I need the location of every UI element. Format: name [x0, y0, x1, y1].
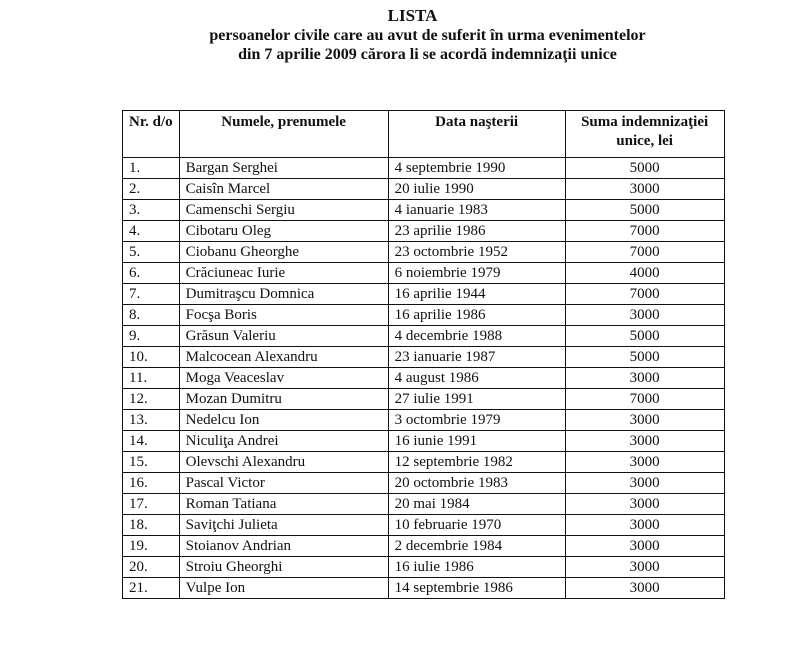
- document-header: [0, 6, 785, 64]
- row-birth-date: 12 septembrie 1982: [388, 452, 565, 473]
- row-name: Pascal Victor: [179, 473, 388, 494]
- document-subtitle-line1: persoanelor civile care au avut de suferit în urma evenimentelor: [209, 27, 646, 44]
- row-number: 3.: [123, 200, 180, 221]
- row-number: 14.: [123, 431, 180, 452]
- row-number: 20.: [123, 557, 180, 578]
- table-row: [123, 179, 725, 200]
- row-name: Malcocean Alexandru: [179, 347, 388, 368]
- table-body: [123, 158, 725, 599]
- row-name: Bargan Serghei: [179, 158, 388, 179]
- table-row: [123, 347, 725, 368]
- row-birth-date: 6 noiembrie 1979: [388, 263, 565, 284]
- header-birth-date: Data naşterii: [388, 111, 565, 158]
- row-birth-date: 23 ianuarie 1987: [388, 347, 565, 368]
- table-header-row: [123, 111, 725, 158]
- row-name: Camenschi Sergiu: [179, 200, 388, 221]
- row-name: Grăsun Valeriu: [179, 326, 388, 347]
- row-name: Roman Tatiana: [179, 494, 388, 515]
- table-row: [123, 326, 725, 347]
- row-name: Nedelcu Ion: [179, 410, 388, 431]
- document-subtitle-line2: din 7 aprilie 2009 cărora li se acordă indemnizaţii unice: [238, 46, 617, 63]
- row-birth-date: 16 iunie 1991: [388, 431, 565, 452]
- row-birth-date: 16 iulie 1986: [388, 557, 565, 578]
- row-sum: 7000: [565, 284, 724, 305]
- row-sum: 3000: [565, 305, 724, 326]
- row-name: Crăciuneac Iurie: [179, 263, 388, 284]
- row-sum: 3000: [565, 179, 724, 200]
- table-row: [123, 221, 725, 242]
- header-nr: Nr. d/o: [123, 111, 180, 158]
- table-row: [123, 494, 725, 515]
- row-sum: 7000: [565, 221, 724, 242]
- row-number: 16.: [123, 473, 180, 494]
- beneficiaries-table: [122, 110, 725, 599]
- row-name: Focşa Boris: [179, 305, 388, 326]
- row-name: Moga Veaceslav: [179, 368, 388, 389]
- row-birth-date: 2 decembrie 1984: [388, 536, 565, 557]
- table-row: [123, 284, 725, 305]
- row-number: 12.: [123, 389, 180, 410]
- row-number: 17.: [123, 494, 180, 515]
- table-row: [123, 305, 725, 326]
- row-number: 1.: [123, 158, 180, 179]
- row-number: 19.: [123, 536, 180, 557]
- row-birth-date: 4 august 1986: [388, 368, 565, 389]
- row-sum: 3000: [565, 431, 724, 452]
- row-number: 10.: [123, 347, 180, 368]
- row-sum: 3000: [565, 494, 724, 515]
- row-number: 13.: [123, 410, 180, 431]
- row-sum: 5000: [565, 200, 724, 221]
- row-name: Stoianov Andrian: [179, 536, 388, 557]
- row-number: 15.: [123, 452, 180, 473]
- table-row: [123, 368, 725, 389]
- row-number: 9.: [123, 326, 180, 347]
- document-title: LISTA: [387, 6, 438, 25]
- row-number: 5.: [123, 242, 180, 263]
- row-birth-date: 20 iulie 1990: [388, 179, 565, 200]
- table-row: [123, 158, 725, 179]
- row-birth-date: 3 octombrie 1979: [388, 410, 565, 431]
- row-number: 6.: [123, 263, 180, 284]
- row-sum: 3000: [565, 410, 724, 431]
- table-row: [123, 431, 725, 452]
- table-row: [123, 410, 725, 431]
- table-row: [123, 452, 725, 473]
- table-row: [123, 200, 725, 221]
- row-name: Ciobanu Gheorghe: [179, 242, 388, 263]
- row-sum: 3000: [565, 557, 724, 578]
- row-birth-date: 20 octombrie 1983: [388, 473, 565, 494]
- row-sum: 3000: [565, 368, 724, 389]
- header-name: Numele, prenumele: [179, 111, 388, 158]
- table-row: [123, 242, 725, 263]
- row-sum: 5000: [565, 326, 724, 347]
- row-name: Saviţchi Julieta: [179, 515, 388, 536]
- row-sum: 3000: [565, 536, 724, 557]
- table-row: [123, 536, 725, 557]
- row-number: 11.: [123, 368, 180, 389]
- row-sum: 3000: [565, 452, 724, 473]
- row-sum: 3000: [565, 578, 724, 599]
- row-sum: 4000: [565, 263, 724, 284]
- table-row: [123, 473, 725, 494]
- row-birth-date: 4 decembrie 1988: [388, 326, 565, 347]
- row-number: 4.: [123, 221, 180, 242]
- row-name: Stroiu Gheorghi: [179, 557, 388, 578]
- row-birth-date: 27 iulie 1991: [388, 389, 565, 410]
- row-sum: 7000: [565, 389, 724, 410]
- table-row: [123, 515, 725, 536]
- row-birth-date: 16 aprilie 1986: [388, 305, 565, 326]
- row-name: Vulpe Ion: [179, 578, 388, 599]
- header-sum: Suma indemnizaţiei unice, lei: [565, 111, 724, 158]
- row-number: 2.: [123, 179, 180, 200]
- row-sum: 3000: [565, 473, 724, 494]
- table-row: [123, 557, 725, 578]
- row-number: 18.: [123, 515, 180, 536]
- row-name: Niculiţa Andrei: [179, 431, 388, 452]
- row-birth-date: 14 septembrie 1986: [388, 578, 565, 599]
- row-name: Dumitraşcu Domnica: [179, 284, 388, 305]
- table-row: [123, 263, 725, 284]
- row-sum: 3000: [565, 515, 724, 536]
- row-name: Cibotaru Oleg: [179, 221, 388, 242]
- row-birth-date: 23 aprilie 1986: [388, 221, 565, 242]
- row-birth-date: 23 octombrie 1952: [388, 242, 565, 263]
- row-name: Mozan Dumitru: [179, 389, 388, 410]
- row-name: Caisîn Marcel: [179, 179, 388, 200]
- row-birth-date: 20 mai 1984: [388, 494, 565, 515]
- row-number: 21.: [123, 578, 180, 599]
- row-number: 8.: [123, 305, 180, 326]
- row-sum: 5000: [565, 158, 724, 179]
- row-sum: 7000: [565, 242, 724, 263]
- row-birth-date: 10 februarie 1970: [388, 515, 565, 536]
- row-name: Olevschi Alexandru: [179, 452, 388, 473]
- table-row: [123, 578, 725, 599]
- row-birth-date: 4 ianuarie 1983: [388, 200, 565, 221]
- table-row: [123, 389, 725, 410]
- row-birth-date: 16 aprilie 1944: [388, 284, 565, 305]
- row-sum: 5000: [565, 347, 724, 368]
- row-birth-date: 4 septembrie 1990: [388, 158, 565, 179]
- row-number: 7.: [123, 284, 180, 305]
